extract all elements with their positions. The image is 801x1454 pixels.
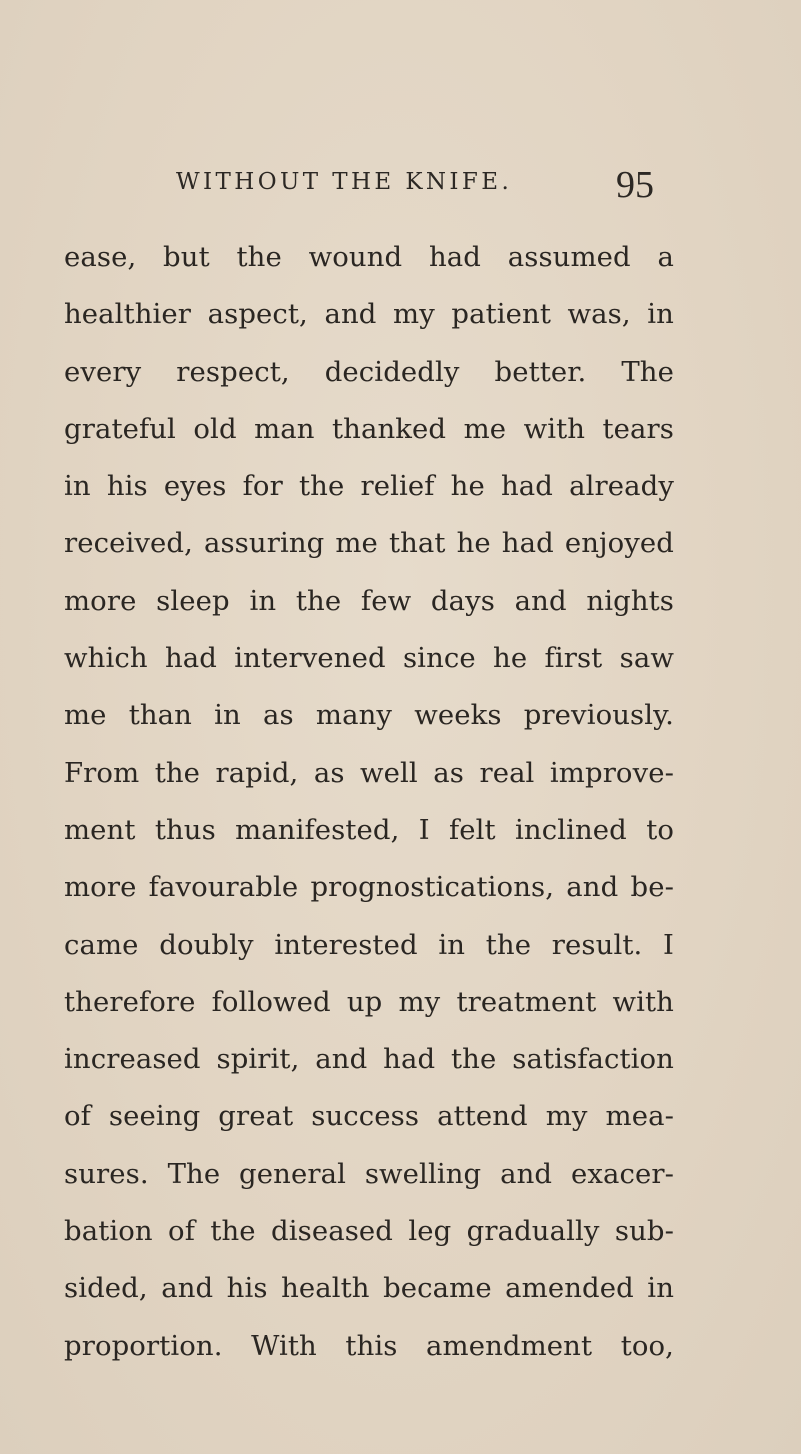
text-line: me than in as many weeks previously. (64, 699, 674, 732)
text-line: sures. The general swelling and exacer- (64, 1157, 674, 1190)
running-title: WITHOUT THE KNIFE. (176, 169, 513, 195)
text-line: bation of the diseased leg gradually sub- (64, 1215, 674, 1248)
text-line: sided, and his health became amended in (64, 1272, 674, 1305)
text-line: in his eyes for the relief he had already (64, 470, 674, 503)
text-line: every respect, decidedly better. The (64, 355, 674, 388)
text-line: received, assuring me that he had enjoyed (64, 527, 674, 560)
text-line: proportion. With this amendment too, (64, 1329, 674, 1362)
text-line: came doubly interested in the result. I (64, 928, 674, 961)
text-line: therefore followed up my treatment with (64, 985, 674, 1018)
text-line: ment thus manifested, I felt inclined to (64, 813, 674, 846)
text-line: of seeing great success attend my mea- (64, 1100, 674, 1133)
text-line: increased spirit, and had the satisfaction (64, 1043, 674, 1076)
text-line: grateful old man thanked me with tears (64, 412, 674, 445)
text-line: healthier aspect, and my patient was, in (64, 298, 674, 331)
text-line: more favourable prognostications, and be- (64, 871, 674, 904)
text-line: ease, but the wound had assumed a (64, 241, 674, 273)
text-line: which had intervened since he first saw (64, 642, 674, 675)
text-line: From the rapid, as well as real improve- (64, 756, 674, 789)
text-line: more sleep in the few days and nights (64, 584, 674, 617)
body-text (64, 229, 674, 1375)
page-number: 95 (616, 164, 654, 206)
running-head (0, 163, 801, 207)
